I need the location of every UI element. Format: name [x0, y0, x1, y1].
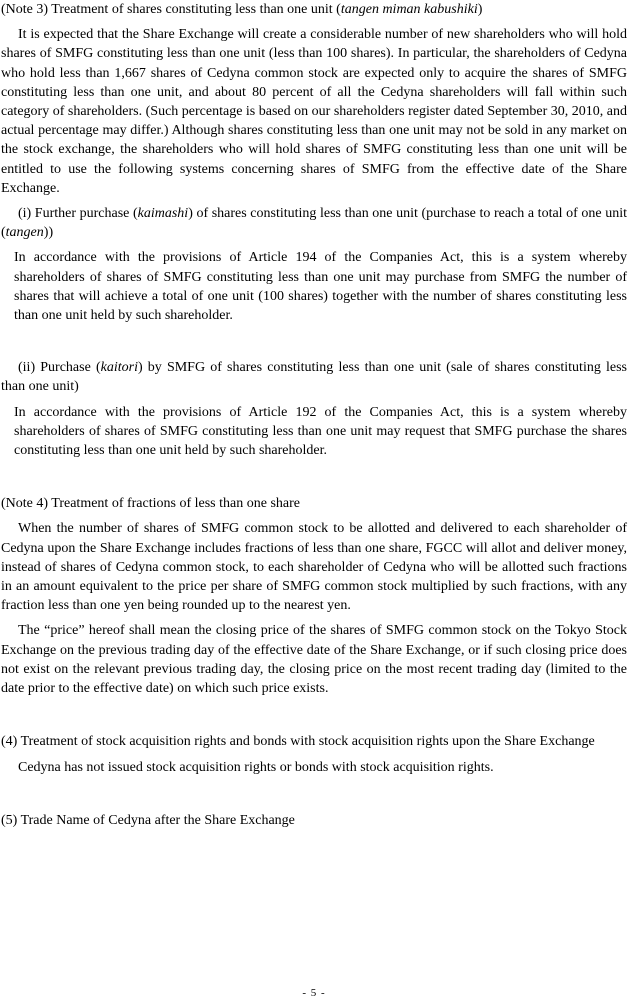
note3-item1-body: In accordance with the provisions of Article 194 of the Companies Act, this is a system whereby shareholders of shares of SMFG constituting less than one unit may purchase from SMFG the number of shares that will achieve a total of one unit (100 shares) together with the number of shares constituting less than one unit held by such shareholder.	[14, 250, 627, 324]
section4-paragraph: Cedyna has not issued stock acquisition rights or bonds with stock acquisition rights.	[18, 759, 494, 775]
page-number: - 5 -	[302, 987, 326, 999]
note3-item1-heading: (i) Further purchase (kaimashi) of shares constituting less than one unit (purchase to reach a total of one unit (tangen))	[1, 206, 627, 241]
note4-paragraph-2: The “price” hereof shall mean the closing price of the shares of SMFG common stock on the Tokyo Stock Exchange on the previous trading day of the effective date of the Share Exchange, or if such closing price does not exist on the relevant previous trading day, the closing price on the most recent trading day (limited to the date prior to the effective date) on which such price exists.	[1, 623, 627, 697]
note3-item2-body: In accordance with the provisions of Article 192 of the Companies Act, this is a system whereby shareholders of shares of SMFG constituting less than one unit may request that SMFG purchase the shares constituting less than one unit held by such shareholder.	[14, 404, 627, 459]
note3-heading: (Note 3) Treatment of shares constituting less than one unit (tangen miman kabushiki)	[1, 2, 483, 17]
note4-paragraph-1: When the number of shares of SMFG common stock to be allotted and delivered to each shareholder of Cedyna upon the Share Exchange includes fractions of less than one share, FGCC will allot and deliver money, instead of shares of Cedyna common stock, to each shareholder of Cedyna who will be allotted such fractions in an amount equivalent to the price per share of SMFG common stock multiplied by such fractions, with any fraction less than one yen being rounded up to the nearest yen.	[1, 521, 627, 614]
note4-heading: (Note 4) Treatment of fractions of less than one share	[1, 496, 300, 512]
document-page	[1, 0, 627, 830]
section5-heading: (5) Trade Name of Cedyna after the Share Exchange	[1, 812, 295, 828]
note3-item2-heading: (ii) Purchase (kaitori) by SMFG of shares constituting less than one unit (sale of shares constituting less than one unit)	[1, 360, 627, 395]
section4-heading: (4) Treatment of stock acquisition rights and bonds with stock acquisition rights upon the Share Exchange	[1, 734, 595, 750]
note3-paragraph: It is expected that the Share Exchange will create a considerable number of new shareholders who will hold shares of SMFG constituting less than one unit (less than 100 shares). In particular, the shareholders of Cedyna who hold less than 1,667 shares of Cedyna common stock are expected only to acquire the shares of SMFG constituting less than one unit, and about 80 percent of all the Cedyna shareholders will fall within such category of shareholders. (Such percentage is based on our shareholders register dated September 30, 2010, and actual percentage may differ.) Although shares constituting less than one unit may not be sold in any market on the stock exchange, the shareholders who will hold shares of SMFG constituting less than one unit will be entitled to use the following systems concerning shares of SMFG from the effective date of the Share Exchange.	[1, 27, 627, 196]
